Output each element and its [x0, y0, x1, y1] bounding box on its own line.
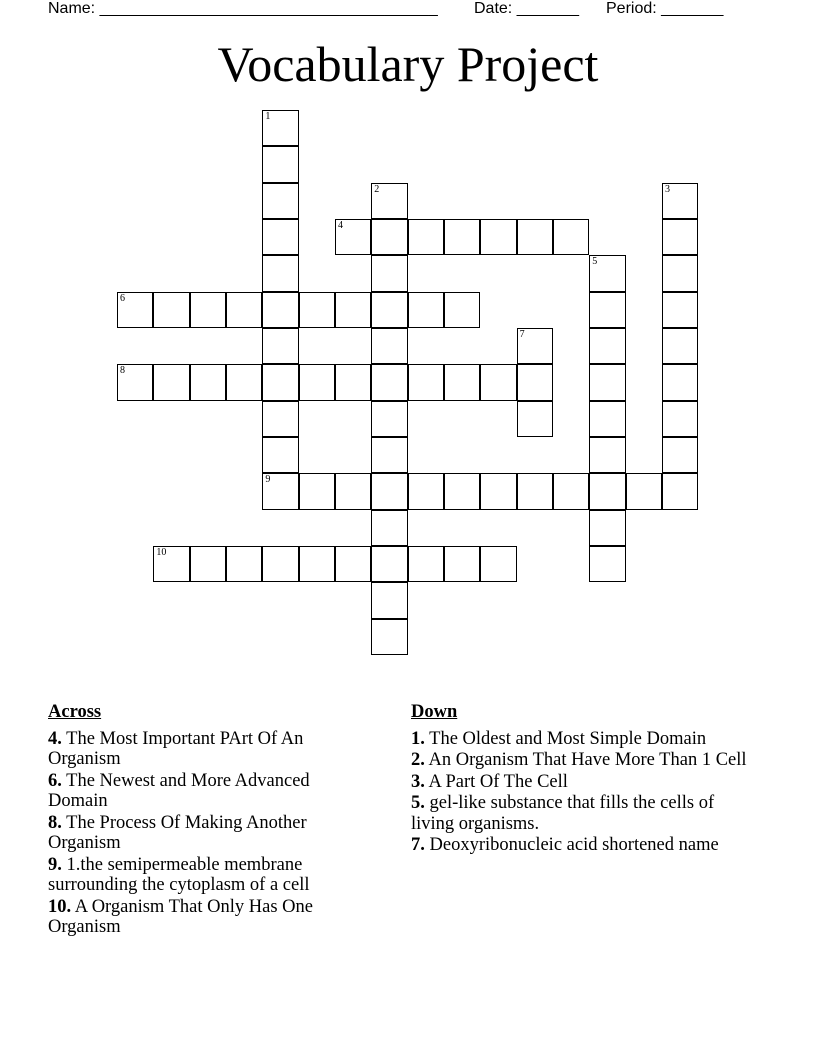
grid-cell[interactable]	[371, 219, 407, 255]
grid-cell[interactable]	[371, 255, 407, 291]
grid-cell[interactable]	[335, 364, 371, 400]
grid-cell[interactable]	[262, 292, 298, 328]
grid-cell[interactable]	[553, 473, 589, 509]
grid-cell[interactable]	[371, 183, 407, 219]
grid-cell[interactable]	[589, 255, 625, 291]
grid-cell[interactable]	[662, 401, 698, 437]
period-field[interactable]: Period: _______	[606, 0, 724, 17]
grid-cell[interactable]	[517, 401, 553, 437]
clue-number-label: 1	[265, 111, 271, 122]
clue-number-label: 7	[519, 328, 525, 340]
grid-cell[interactable]	[335, 292, 371, 328]
grid-cell[interactable]	[299, 292, 335, 328]
clue-number: 5.	[411, 793, 425, 813]
clue-number: 4.	[48, 728, 62, 749]
grid-cell[interactable]	[117, 292, 153, 328]
grid-cell[interactable]	[589, 401, 625, 437]
grid-cell[interactable]	[262, 146, 298, 182]
clue-text: gel-like substance that fills the cells of living organisms.	[411, 793, 715, 834]
grid-cell[interactable]	[480, 473, 516, 509]
clue-number-label: 8	[120, 365, 125, 377]
grid-cell[interactable]	[408, 473, 444, 509]
grid-cell[interactable]	[589, 364, 625, 400]
clue-number: 3.	[411, 771, 425, 792]
grid-cell[interactable]	[262, 110, 298, 146]
grid-cell[interactable]	[371, 546, 407, 582]
clue-number-label: 6	[120, 292, 125, 304]
clue-text: The Oldest and Most Simple Domain	[424, 728, 707, 749]
clue-number: 7.	[411, 835, 425, 855]
clue-number-label: 5	[592, 256, 598, 268]
grid-cell[interactable]	[371, 473, 407, 509]
clue-down-2	[411, 750, 751, 771]
grid-cell[interactable]	[190, 546, 226, 582]
clue-number: 9.	[48, 854, 62, 875]
grid-cell[interactable]	[553, 219, 589, 255]
grid-cell[interactable]	[480, 546, 516, 582]
grid-cell[interactable]	[371, 619, 407, 655]
clue-text: The Newest and More Advanced Domain	[48, 770, 310, 811]
grid-cell[interactable]	[153, 546, 189, 582]
grid-cell[interactable]	[226, 292, 262, 328]
grid-cell[interactable]	[626, 473, 662, 509]
grid-cell[interactable]	[299, 473, 335, 509]
clue-down-1	[411, 729, 751, 750]
grid-cell[interactable]	[371, 364, 407, 400]
grid-cell[interactable]	[444, 364, 480, 400]
grid-cell[interactable]	[335, 546, 371, 582]
clue-across-10	[48, 897, 368, 938]
grid-cell[interactable]	[662, 437, 698, 473]
across-clues	[48, 702, 368, 939]
grid-cell[interactable]	[662, 219, 698, 255]
name-field[interactable]: Name: ______________________________________	[48, 0, 438, 17]
grid-cell[interactable]	[335, 473, 371, 509]
grid-cell[interactable]	[589, 437, 625, 473]
clue-across-6	[48, 771, 368, 812]
grid-cell[interactable]	[589, 328, 625, 364]
clue-down-5	[411, 793, 751, 834]
grid-cell[interactable]	[226, 546, 262, 582]
grid-cell[interactable]	[662, 255, 698, 291]
grid-cell[interactable]	[262, 437, 298, 473]
grid-cell[interactable]	[662, 292, 698, 328]
across-heading: Across	[48, 702, 102, 722]
clue-number: 10.	[48, 896, 72, 917]
clue-number-label: 4	[337, 219, 343, 231]
clue-text: A Part Of The Cell	[424, 771, 568, 792]
grid-cell[interactable]	[262, 219, 298, 255]
grid-cell[interactable]	[262, 546, 298, 582]
grid-cell[interactable]	[190, 364, 226, 400]
grid-cell[interactable]	[262, 364, 298, 400]
grid-cell[interactable]	[371, 401, 407, 437]
grid-cell[interactable]	[662, 328, 698, 364]
grid-cell[interactable]	[408, 292, 444, 328]
grid-cell[interactable]	[262, 255, 298, 291]
clue-down-7	[411, 835, 751, 856]
page-title: Vocabulary Project	[217, 36, 599, 92]
grid-cell[interactable]	[371, 582, 407, 618]
grid-cell[interactable]	[517, 328, 553, 364]
grid-cell[interactable]	[517, 473, 553, 509]
grid-cell[interactable]	[517, 364, 553, 400]
grid-cell[interactable]	[589, 510, 625, 546]
grid-cell[interactable]	[299, 546, 335, 582]
grid-cell[interactable]	[226, 364, 262, 400]
clue-number-label: 9	[265, 474, 271, 486]
grid-cell[interactable]	[153, 292, 189, 328]
grid-cell[interactable]	[262, 328, 298, 364]
grid-cell[interactable]	[589, 546, 625, 582]
clue-number: 1.	[411, 728, 425, 749]
grid-cell[interactable]	[480, 364, 516, 400]
grid-cell[interactable]	[517, 219, 553, 255]
down-clues	[411, 702, 751, 857]
clue-number: 8.	[48, 812, 62, 833]
grid-cell[interactable]	[444, 546, 480, 582]
grid-cell[interactable]	[335, 219, 371, 255]
date-field[interactable]: Date: _______	[474, 0, 579, 17]
clue-across-8	[48, 813, 368, 854]
grid-cell[interactable]	[589, 473, 625, 509]
grid-cell[interactable]	[190, 292, 226, 328]
grid-cell[interactable]	[153, 364, 189, 400]
grid-cell[interactable]	[117, 364, 153, 400]
grid-cell[interactable]	[371, 437, 407, 473]
grid-cell[interactable]	[262, 401, 298, 437]
grid-cell[interactable]	[589, 292, 625, 328]
clue-text: A Organism That Only Has One Organism	[48, 896, 313, 937]
clue-text: The Most Important PArt Of An Organism	[48, 728, 304, 769]
clue-across-4	[48, 729, 368, 770]
grid-cell[interactable]	[371, 328, 407, 364]
grid-cell[interactable]	[444, 292, 480, 328]
grid-cell[interactable]	[408, 546, 444, 582]
grid-cell[interactable]	[480, 219, 516, 255]
grid-cell[interactable]	[662, 183, 698, 219]
clue-across-9	[48, 855, 368, 896]
down-heading: Down	[411, 702, 458, 722]
grid-cell[interactable]	[371, 292, 407, 328]
grid-cell[interactable]	[299, 364, 335, 400]
clue-number: 6.	[48, 770, 62, 791]
clue-text: Deoxyribonucleic acid shortened name	[424, 835, 719, 855]
grid-cell[interactable]	[662, 473, 698, 509]
grid-cell[interactable]	[662, 364, 698, 400]
clue-text: 1.the semipermeable membrane surrounding the cytoplasm of a cell	[48, 854, 310, 895]
clue-text: The Process Of Making Another Organism	[48, 812, 307, 853]
clue-down-3	[411, 772, 751, 793]
clue-number-label: 2	[374, 183, 380, 195]
grid-cell[interactable]	[262, 473, 298, 509]
grid-cell[interactable]	[444, 219, 480, 255]
clue-number-label: 10	[156, 546, 167, 558]
clue-number-label: 3	[664, 183, 670, 195]
clue-text: An Organism That Have More Than 1 Cell	[424, 750, 747, 770]
clue-number: 2.	[411, 750, 425, 770]
grid-cell[interactable]	[408, 219, 444, 255]
grid-cell[interactable]	[371, 510, 407, 546]
grid-cell[interactable]	[444, 473, 480, 509]
grid-cell[interactable]	[262, 183, 298, 219]
grid-cell[interactable]	[408, 364, 444, 400]
